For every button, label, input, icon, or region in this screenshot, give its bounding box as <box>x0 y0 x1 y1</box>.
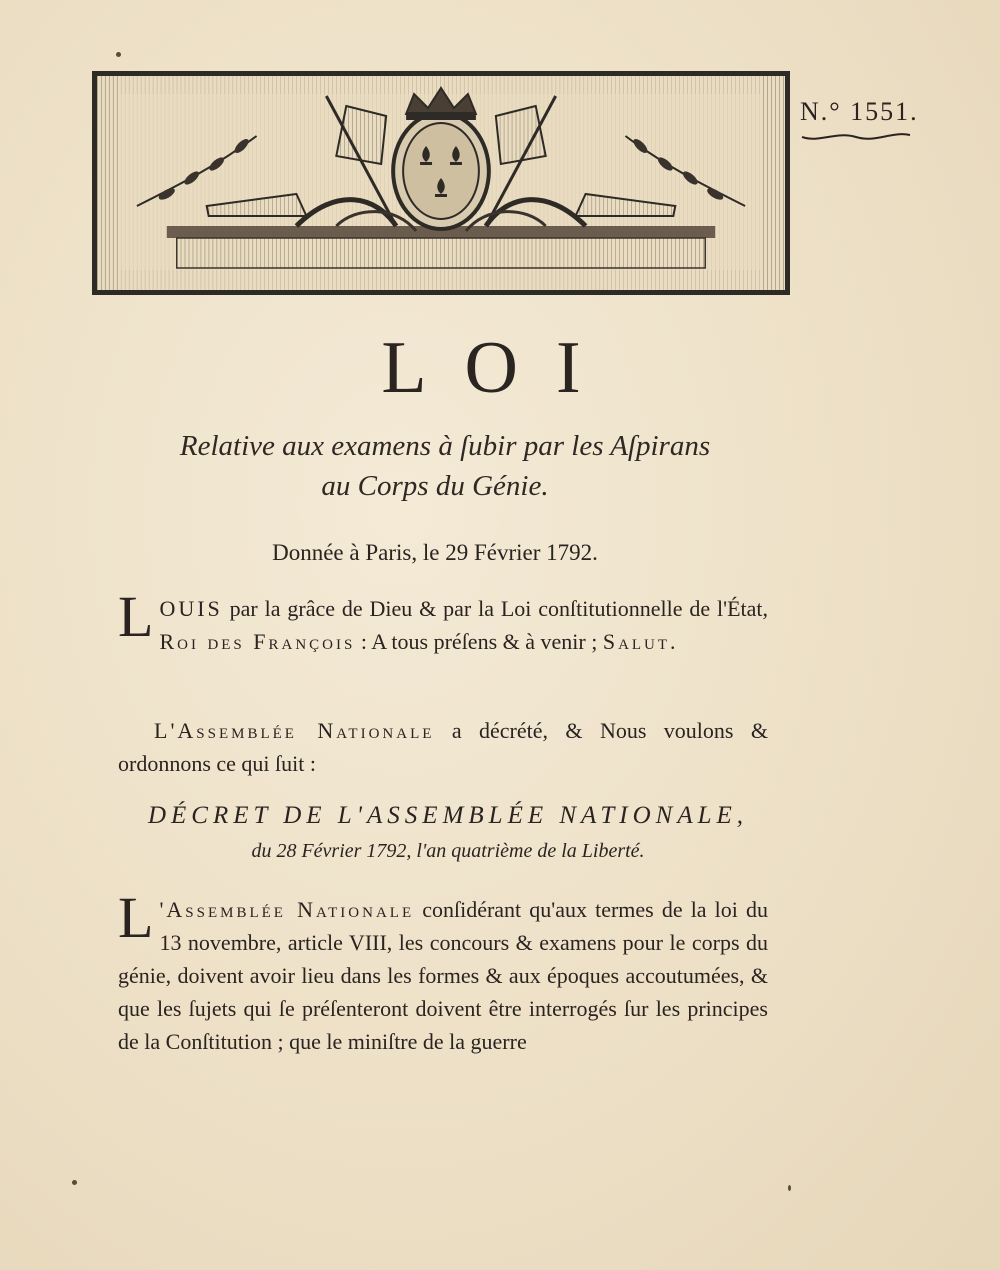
law-number <box>800 97 920 143</box>
drop-cap: L <box>118 584 154 649</box>
drop-cap-body: L <box>118 885 154 950</box>
preamble-text: par la grâce de Dieu & par la Loi conſtitutionnelle de l'État, <box>222 596 768 621</box>
assembly-decree-paragraph <box>118 714 768 780</box>
law-number-text: N.° 1551. <box>800 97 919 126</box>
body-text: conſidérant qu'aux termes de la loi du 13 novembre, article VIII, les concours & examens pour le corps du génie, doivent avoir lieu dans les formes & aux époques accoutumées, & que les ſujets qui ſe préſenteront doivent être interrogés ſur les principes de la Conſtitution ; que le miniſtre de la guerre <box>118 897 768 1054</box>
assembly-name: L'Assemblée Nationale <box>154 718 435 743</box>
preamble-king-name: OUIS <box>159 596 223 621</box>
decree-date: du 28 Février 1792, l'an quatrième de la Liberté. <box>251 840 645 862</box>
number-flourish-icon <box>800 129 912 143</box>
preamble-paragraph <box>118 584 768 658</box>
decree-heading: DÉCRET DE L'ASSEMBLÉE NATIONALE, <box>147 802 749 829</box>
preamble-salut: Salut. <box>602 629 679 654</box>
assembly-decree-text: a décrété, & Nous voulons & ordonnons ce qui ſuit : <box>118 718 768 776</box>
subtitle-line-1: Relative aux examens à ſubir par les Aſpirans <box>179 430 711 462</box>
royal-arms-icon <box>97 76 785 290</box>
royal-arms-vignette <box>92 71 790 295</box>
preamble-royal-title: Roi des François <box>159 629 356 654</box>
dateline: Donnée à Paris, le 29 Février 1792. <box>272 540 598 565</box>
body-assembly-name: 'Assemblée Nationale <box>159 897 415 922</box>
subtitle-line-2: au Corps du Génie. <box>321 470 549 502</box>
page-title: LOI <box>381 327 619 409</box>
preamble-text-end: : A tous préſens & à venir ; <box>355 629 603 654</box>
decree-body-paragraph <box>118 885 768 1058</box>
